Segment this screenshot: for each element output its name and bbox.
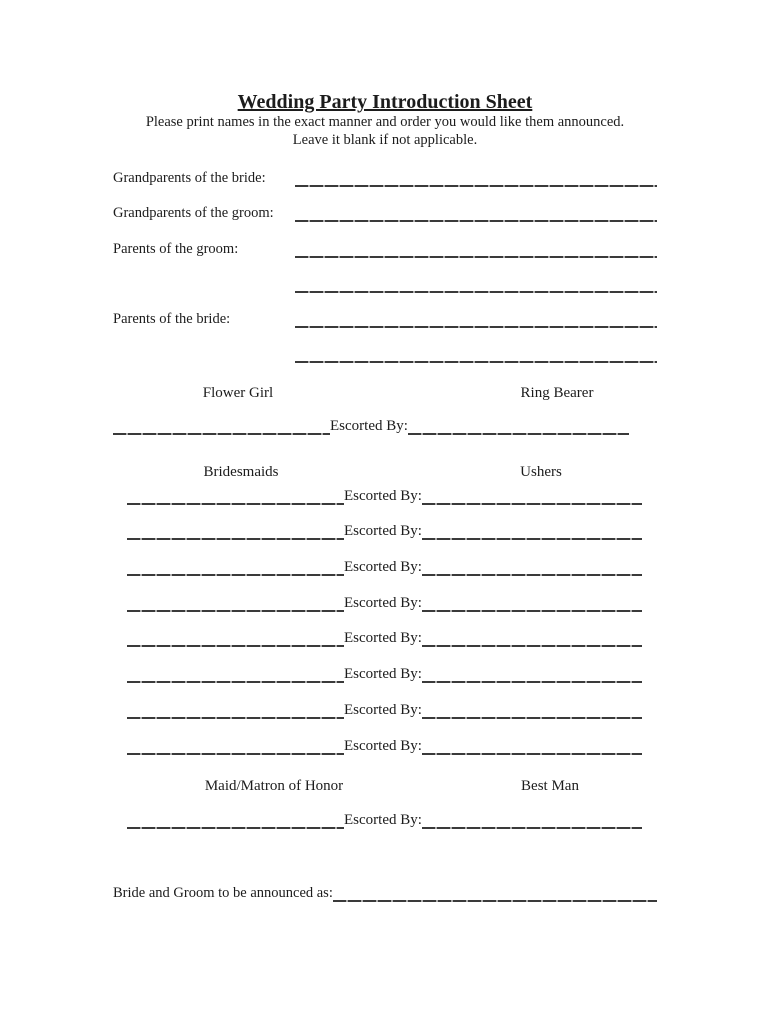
field-row-parents-groom-extra bbox=[113, 258, 657, 293]
escort-blank-line[interactable] bbox=[422, 681, 642, 683]
escort-blank-line[interactable] bbox=[422, 645, 642, 647]
announce-row bbox=[113, 884, 657, 902]
escort-blank-line[interactable] bbox=[422, 827, 642, 829]
name-blank-line[interactable] bbox=[113, 433, 330, 435]
escorted-by-label: Escorted By: bbox=[344, 666, 422, 683]
parents-groom-extra-blank-line[interactable] bbox=[295, 291, 657, 293]
best-man-heading: Best Man bbox=[521, 778, 579, 794]
name-blank-line[interactable] bbox=[127, 645, 344, 647]
escort-row bbox=[127, 540, 642, 576]
honor-escort-rows bbox=[127, 793, 642, 829]
name-blank-line[interactable] bbox=[127, 681, 344, 683]
escort-blank-line[interactable] bbox=[422, 753, 642, 755]
name-blank-line[interactable] bbox=[127, 503, 344, 505]
escort-row bbox=[127, 683, 642, 719]
name-blank-line[interactable] bbox=[127, 574, 344, 576]
escorted-by-label: Escorted By: bbox=[344, 594, 422, 611]
escort-row bbox=[127, 469, 642, 505]
escorted-by-label: Escorted By: bbox=[344, 812, 422, 828]
announce-blank-line[interactable] bbox=[333, 900, 657, 902]
grandparents-groom-blank-line[interactable] bbox=[295, 220, 657, 222]
parents-bride-extra-blank-line[interactable] bbox=[295, 361, 657, 363]
escort-row bbox=[127, 505, 642, 541]
escort-row bbox=[127, 612, 642, 648]
parents-groom-blank-line[interactable] bbox=[295, 256, 657, 258]
parents-groom-label: Parents of the groom: bbox=[113, 240, 239, 257]
instructions-line-1: Please print names in the exact manner and order you would like them announced. bbox=[145, 114, 625, 130]
escorted-by-label: Escorted By: bbox=[330, 418, 408, 434]
name-fields-block bbox=[113, 152, 657, 363]
escort-row bbox=[127, 793, 642, 829]
flower-girl-escort-rows bbox=[113, 417, 629, 435]
parents-bride-label: Parents of the bride: bbox=[113, 310, 231, 327]
name-blank-line[interactable] bbox=[127, 610, 344, 612]
field-row-parents-bride bbox=[113, 293, 657, 328]
name-blank-line[interactable] bbox=[127, 827, 344, 829]
escorted-by-label: Escorted By: bbox=[344, 630, 422, 647]
escort-blank-line[interactable] bbox=[422, 538, 642, 540]
name-blank-line[interactable] bbox=[127, 538, 344, 540]
bridesmaids-heading: Bridesmaids bbox=[203, 464, 279, 480]
escort-row bbox=[127, 647, 642, 683]
flower-girl-heading: Flower Girl bbox=[202, 385, 274, 401]
parents-bride-blank-line[interactable] bbox=[295, 326, 657, 328]
field-row-grandparents-groom bbox=[113, 187, 657, 222]
escort-row bbox=[127, 576, 642, 612]
escort-blank-line[interactable] bbox=[422, 717, 642, 719]
ushers-heading: Ushers bbox=[520, 464, 562, 480]
instructions-line-2: Leave it blank if not applicable. bbox=[292, 131, 478, 148]
field-row-parents-bride-extra bbox=[113, 328, 657, 363]
escort-row bbox=[127, 719, 642, 755]
field-row-grandparents-bride bbox=[113, 152, 657, 187]
escort-blank-line[interactable] bbox=[422, 610, 642, 612]
escort-blank-line[interactable] bbox=[422, 574, 642, 576]
escorted-by-label: Escorted By: bbox=[344, 701, 422, 718]
bridesmaids-escort-rows bbox=[127, 469, 642, 755]
escorted-by-label: Escorted By: bbox=[344, 523, 422, 540]
grandparents-groom-label: Grandparents of the groom: bbox=[113, 205, 274, 222]
title-block bbox=[0, 90, 770, 149]
page-title: Wedding Party Introduction Sheet bbox=[237, 91, 533, 113]
grandparents-bride-label: Grandparents of the bride: bbox=[113, 170, 266, 187]
escorted-by-label: Escorted By: bbox=[344, 737, 422, 754]
escort-blank-line[interactable] bbox=[422, 503, 642, 505]
ring-bearer-heading: Ring Bearer bbox=[520, 385, 594, 401]
escort-blank-line[interactable] bbox=[408, 433, 629, 435]
name-blank-line[interactable] bbox=[127, 753, 344, 755]
field-row-parents-groom bbox=[113, 222, 657, 257]
grandparents-bride-blank-line[interactable] bbox=[295, 185, 657, 187]
escorted-by-label: Escorted By: bbox=[344, 487, 422, 504]
announce-label: Bride and Groom to be announced as: bbox=[113, 885, 333, 901]
escorted-by-label: Escorted By: bbox=[344, 559, 422, 576]
maid-matron-of-honor-heading: Maid/Matron of Honor bbox=[204, 778, 344, 794]
name-blank-line[interactable] bbox=[127, 717, 344, 719]
flower-girl-ring-bearer-header bbox=[0, 384, 770, 402]
escort-row bbox=[113, 417, 629, 435]
